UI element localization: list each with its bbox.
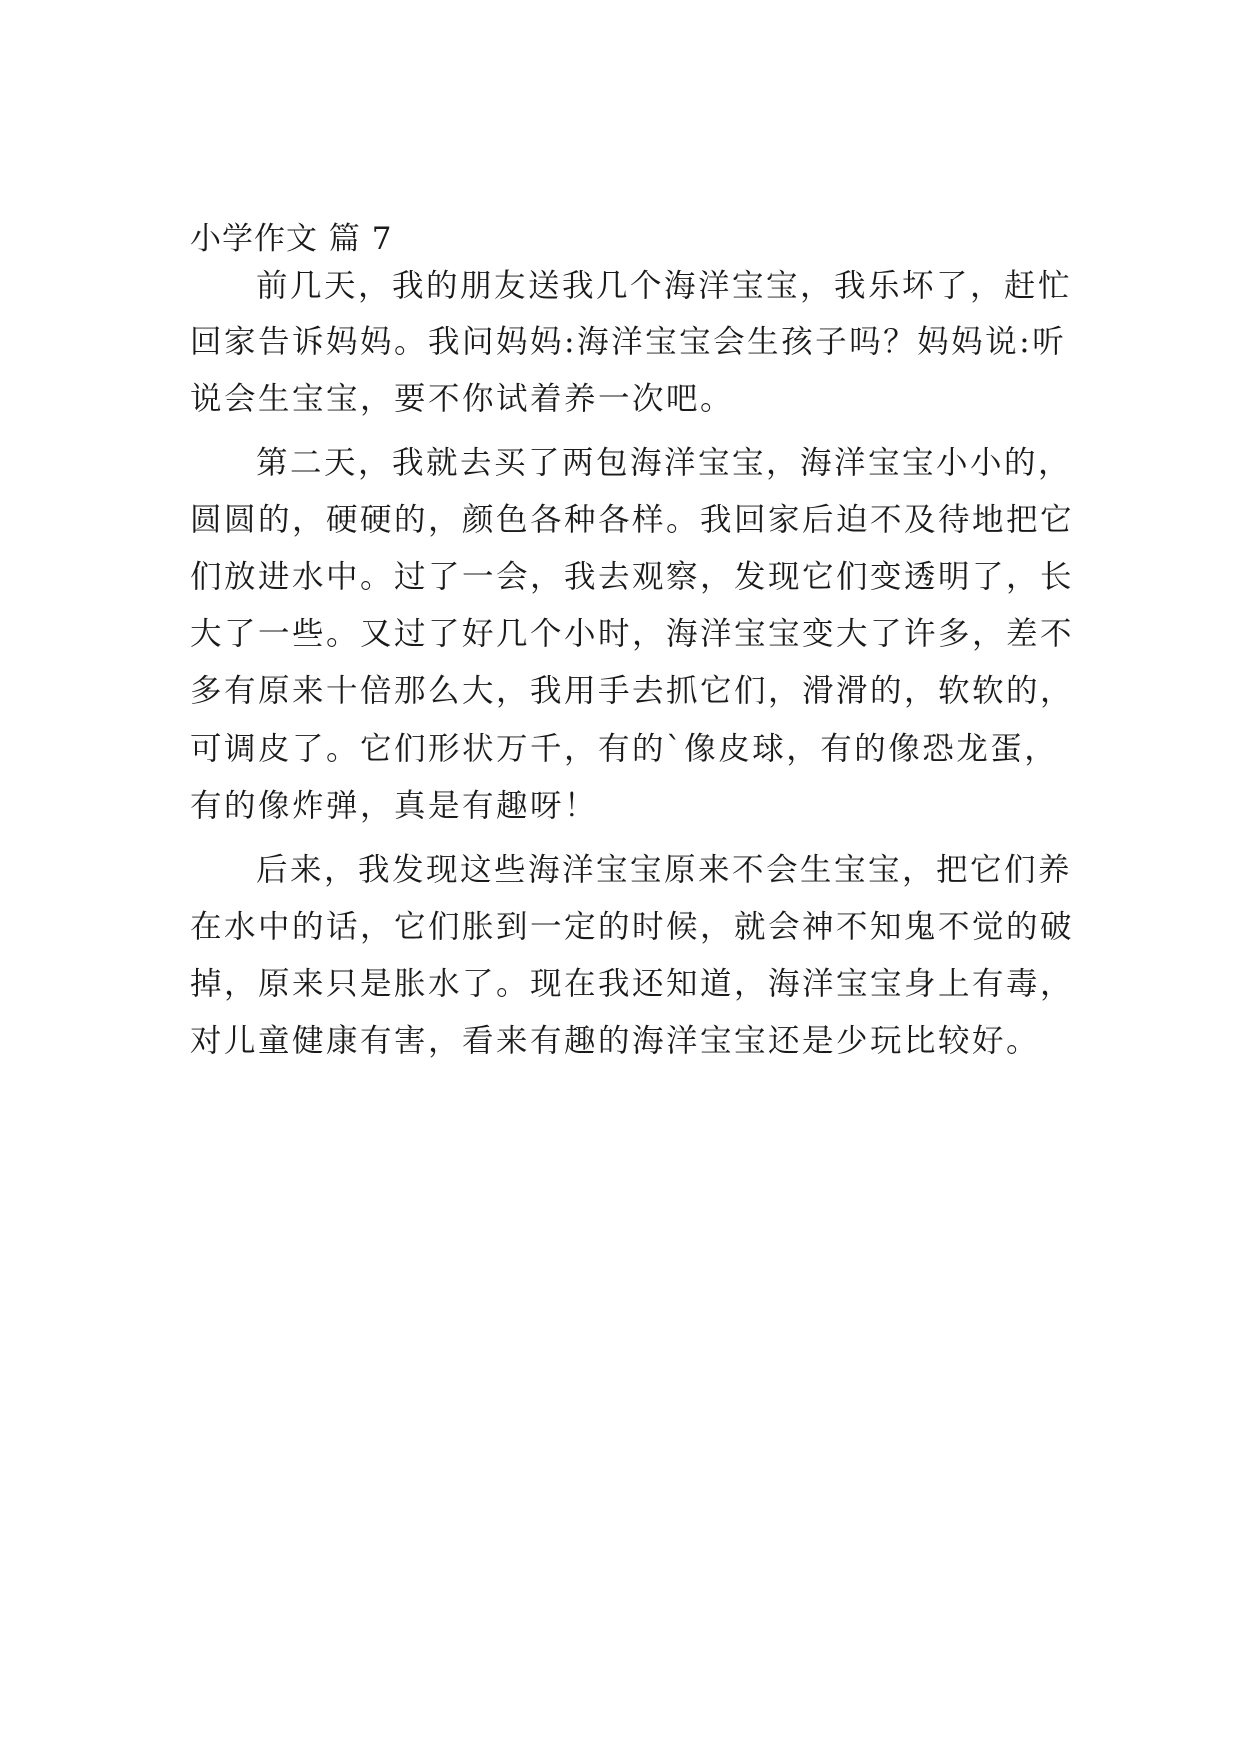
- paragraph-3-line-2: 在水中的话，它们胀到一定的时候，就会神不知鬼不觉的破: [190, 909, 1075, 945]
- paragraph-2-line-4: 大了一些。又过了好几个小时，海洋宝宝变大了许多，差不: [190, 616, 1075, 652]
- paragraph-1-line-1: 前几天，我的朋友送我几个海洋宝宝，我乐坏了，赶忙: [256, 268, 1073, 304]
- paragraph-1-line-2: 回家告诉妈妈。我问妈妈:海洋宝宝会生孩子吗？妈妈说:听: [190, 324, 1067, 360]
- paragraph-3-line-1: 后来，我发现这些海洋宝宝原来不会生宝宝，把它们养: [256, 852, 1073, 888]
- paragraph-2-line-7: 有的像炸弹，真是有趣呀！: [190, 788, 599, 824]
- paragraph-3-line-3: 掉，原来只是胀水了。现在我还知道，海洋宝宝身上有毒，: [190, 966, 1075, 1002]
- paragraph-3-line-4: 对儿童健康有害，看来有趣的海洋宝宝还是少玩比较好。: [190, 1023, 1041, 1059]
- paragraph-2-line-6: 可调皮了。它们形状万千，有的`像皮球，有的像恐龙蛋，: [190, 731, 1059, 767]
- paragraph-2-line-5: 多有原来十倍那么大，我用手去抓它们，滑滑的，软软的，: [190, 673, 1075, 709]
- paragraph-1-line-3: 说会生宝宝，要不你试着养一次吧。: [190, 381, 735, 417]
- paragraph-2-line-1: 第二天，我就去买了两包海洋宝宝，海洋宝宝小小的，: [256, 445, 1073, 481]
- paragraph-2-line-2: 圆圆的，硬硬的，颜色各种各样。我回家后迫不及待地把它: [190, 502, 1075, 538]
- paragraph-2-line-3: 们放进水中。过了一会，我去观察，发现它们变透明了，长: [190, 559, 1075, 595]
- document-title: 小学作文 篇 7: [190, 221, 393, 257]
